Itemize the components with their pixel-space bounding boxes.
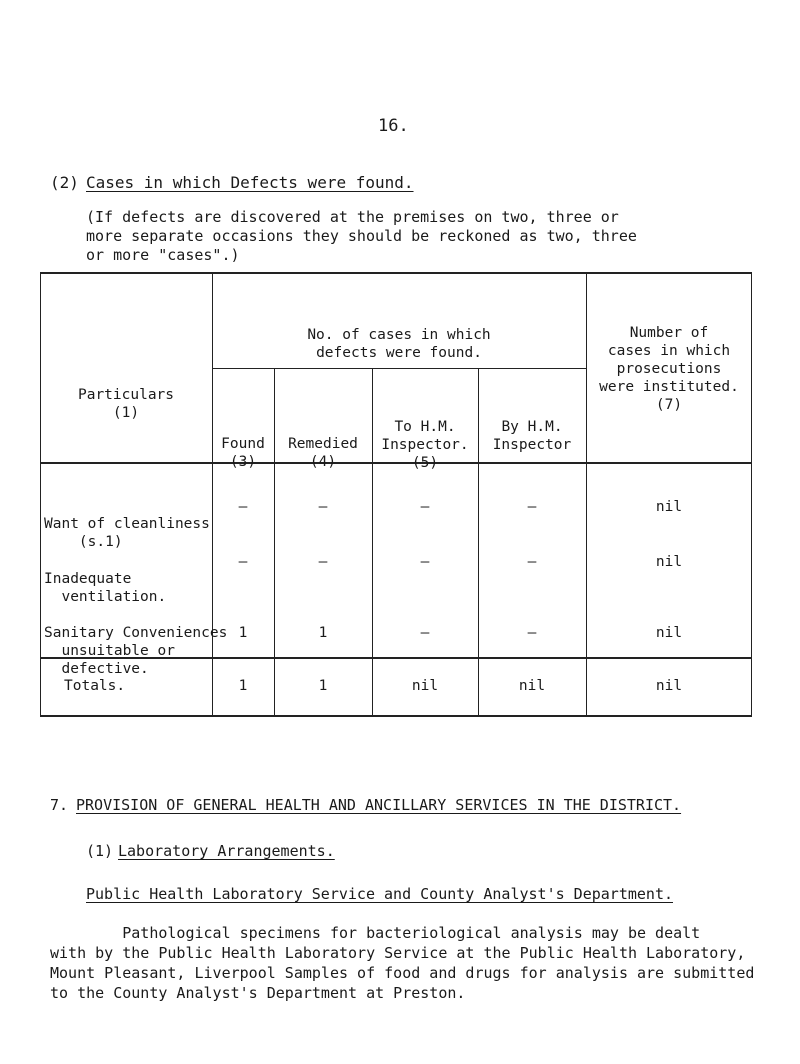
totals-to-hm: nil [411, 678, 439, 694]
cell-found: – [238, 554, 248, 570]
header-to-hm-inspector: To H.M. Inspector. (5) [381, 419, 469, 471]
section-7-title: PROVISION OF GENERAL HEALTH AND ANCILLARY SERVICES IN THE DISTRICT. [76, 796, 682, 814]
totals-found: 1 [238, 678, 248, 694]
cell-prosecutions: nil [655, 499, 683, 515]
header-found: Found (3) [221, 436, 265, 470]
subsection-title: Laboratory Arrangements. [118, 842, 335, 860]
header-particulars: Particulars (1) [77, 387, 175, 421]
cell-to-hm: – [420, 499, 430, 515]
cell-prosecutions: nil [655, 625, 683, 641]
subsection-number: (1) [86, 842, 114, 860]
header-by-hm-inspector: By H.M. Inspector [492, 419, 572, 453]
cell-to-hm: – [420, 554, 430, 570]
header-remedied: Remedied (4) [288, 436, 358, 470]
section-number: (2) [50, 173, 79, 192]
totals-remedied: 1 [318, 678, 328, 694]
intro-line: more separate occasions they should be reckoned as two, three [86, 227, 637, 245]
cell-by-hm: – [527, 554, 537, 570]
row-label-cleanliness: Want of cleanliness (s.1) [44, 516, 210, 550]
page-number: 16. [378, 116, 409, 136]
cell-by-hm: – [527, 499, 537, 515]
totals-prosecutions: nil [655, 678, 683, 694]
cell-remedied: – [318, 554, 328, 570]
paragraph-line: Pathological specimens for bacteriological analysis may be dealt [50, 924, 701, 942]
intro-line: (If defects are discovered at the premises on two, three or [86, 208, 619, 226]
cell-by-hm: – [527, 625, 537, 641]
cell-prosecutions: nil [655, 554, 683, 570]
intro-line: or more "cases".) [86, 246, 240, 264]
paragraph-line: Mount Pleasant, Liverpool Samples of food and drugs for analysis are submitted [50, 964, 755, 982]
cell-to-hm: – [420, 625, 430, 641]
totals-label: Totals. [64, 678, 126, 694]
cell-found: – [238, 499, 248, 515]
header-group: No. of cases in which defects were found. [307, 327, 491, 361]
defects-table [40, 272, 752, 777]
cell-remedied: – [318, 499, 328, 515]
cell-found: 1 [238, 625, 248, 641]
cell-remedied: 1 [318, 625, 328, 641]
paragraph-line: to the County Analyst's Department at Preston. [50, 984, 466, 1002]
row-label-ventilation: Inadequate ventilation. [44, 571, 167, 605]
header-prosecutions: Number of cases in which prosecutions were instituted. (7) [599, 325, 739, 413]
row-label-sanitary: Sanitary Conveniences unsuitable or defective. [44, 625, 228, 677]
section-7-number: 7. [50, 796, 69, 814]
subsection-heading: Public Health Laboratory Service and County Analyst's Department. [86, 885, 673, 903]
totals-by-hm: nil [518, 678, 546, 694]
paragraph-line: with by the Public Health Laboratory Service at the Public Health Laboratory, [50, 944, 746, 962]
section-title: Cases in which Defects were found. [86, 173, 414, 192]
